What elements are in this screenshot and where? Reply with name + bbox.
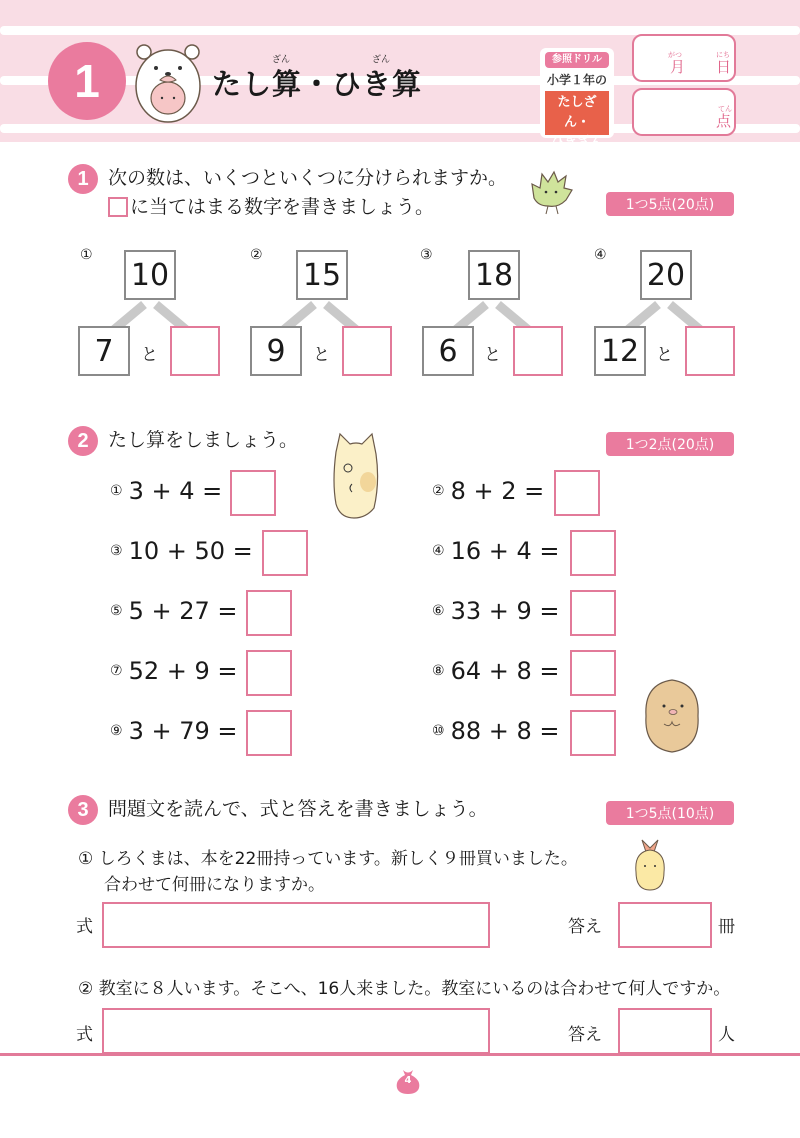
section1-instruction-line2: に当てはまる数字を書きましょう。	[130, 196, 435, 218]
chapter-number-badge: 1	[48, 42, 126, 120]
section3-score-badge: 1つ5点(10点)	[606, 801, 734, 825]
title-ruby: ざん	[272, 55, 291, 65]
polar-bear-mascot-icon	[132, 38, 204, 124]
month-label: 月	[670, 58, 686, 76]
question-number-badge: 1	[68, 164, 98, 194]
score-label: 点	[716, 112, 732, 130]
answer-input-box[interactable]	[618, 1008, 712, 1054]
section3-instruction: 問題文を読んで、式と答えを書きましょう。	[108, 798, 488, 820]
section1-instruction-line1: 次の数は、いくつといくつに分けられますか。	[108, 167, 508, 189]
unit-label: 冊	[718, 917, 735, 937]
answer-blank-box[interactable]	[246, 590, 292, 636]
reference-book-title: たしざん・ ひきざん	[545, 91, 609, 135]
formula-label: 式	[76, 917, 93, 937]
addition-problem: ② 8 + 2 =	[432, 477, 545, 505]
unit-label: 人	[718, 1025, 735, 1045]
answer-input-box[interactable]	[618, 902, 712, 948]
answer-blank-box[interactable]	[342, 326, 392, 376]
answer-blank-box[interactable]	[570, 530, 616, 576]
page-number: 4	[404, 1075, 412, 1086]
sample-blank-box-icon	[108, 197, 128, 217]
page-number-badge	[393, 1066, 423, 1096]
formula-label: 式	[76, 1025, 93, 1045]
leaf-character-icon	[528, 168, 574, 216]
answer-blank-box[interactable]	[246, 650, 292, 696]
addition-problem: ④ 16 + 4 =	[432, 537, 560, 565]
given-part-box: 7	[78, 326, 130, 376]
page-title: たし算・ひき算	[212, 67, 423, 101]
date-entry-box[interactable]: がつ 月 にち 日	[632, 34, 736, 82]
addition-problem: ⑥ 33 + 9 =	[432, 597, 560, 625]
answer-blank-box[interactable]	[230, 470, 276, 516]
answer-blank-box[interactable]	[570, 650, 616, 696]
question-number-badge: 2	[68, 426, 98, 456]
addition-problem: ① 3 + 4 =	[110, 477, 223, 505]
answer-blank-box[interactable]	[262, 530, 308, 576]
addition-problem: ⑩ 88 + 8 =	[432, 717, 560, 745]
total-number-box: 15	[296, 250, 348, 300]
reference-drill-panel	[540, 48, 614, 150]
section2-instruction: たし算をしましょう。	[108, 429, 299, 451]
answer-blank-box[interactable]	[170, 326, 220, 376]
answer-blank-box[interactable]	[685, 326, 735, 376]
section2-score-badge: 1つ2点(20点)	[606, 432, 734, 456]
formula-input-box[interactable]	[102, 1008, 490, 1054]
given-part-box: 12	[594, 326, 646, 376]
answer-blank-box[interactable]	[513, 326, 563, 376]
formula-input-box[interactable]	[102, 902, 490, 948]
reference-grade: 小学１年の	[546, 73, 607, 87]
footer-divider	[0, 1053, 800, 1056]
answer-label: 答え	[568, 1025, 602, 1045]
addition-problem: ⑧ 64 + 8 =	[432, 657, 560, 685]
answer-label: 答え	[568, 917, 602, 937]
addition-problem: ③ 10 + 50 =	[110, 537, 253, 565]
section1-score-badge: 1つ5点(20点)	[606, 192, 734, 216]
question-number-badge: 3	[68, 795, 98, 825]
page-header	[0, 0, 800, 150]
day-label: 日	[716, 58, 732, 76]
title-ruby: ざん	[372, 55, 391, 65]
addition-problem: ⑨ 3 + 79 =	[110, 717, 238, 745]
answer-blank-box[interactable]	[554, 470, 600, 516]
given-part-box: 6	[422, 326, 474, 376]
total-number-box: 10	[124, 250, 176, 300]
score-entry-box[interactable]: てん 点	[632, 88, 736, 136]
total-number-box: 18	[468, 250, 520, 300]
addition-problem: ⑤ 5 + 27 =	[110, 597, 238, 625]
total-number-box: 20	[640, 250, 692, 300]
answer-blank-box[interactable]	[570, 710, 616, 756]
given-part-box: 9	[250, 326, 302, 376]
tonkatsu-character-icon	[640, 676, 704, 754]
answer-blank-box[interactable]	[246, 710, 292, 756]
shrimp-tail-character-icon	[632, 838, 668, 892]
answer-blank-box[interactable]	[570, 590, 616, 636]
cat-character-icon	[330, 432, 380, 522]
reference-badge: 参照ドリル	[545, 52, 609, 68]
addition-problem: ⑦ 52 + 9 =	[110, 657, 238, 685]
